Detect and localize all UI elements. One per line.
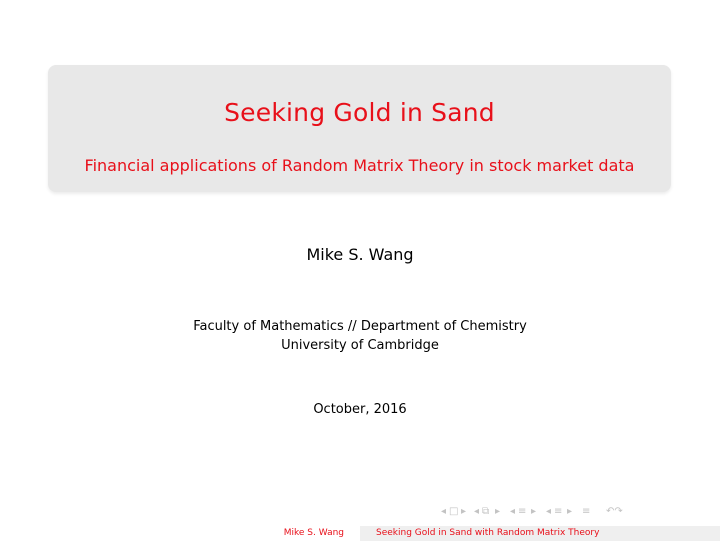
title-block	[48, 65, 671, 192]
subsection2-prev-icon[interactable]: ◂	[546, 506, 552, 517]
search-undo-redo-icon[interactable]: ↶↷	[606, 506, 623, 517]
footer-bar	[0, 526, 720, 541]
subsection-icon[interactable]: ⧉	[482, 506, 490, 517]
frame-icon[interactable]: □	[449, 506, 459, 517]
section-next-icon[interactable]: ▸	[531, 506, 537, 517]
frame-next-icon[interactable]: ▸	[461, 506, 467, 517]
presentation-date: October, 2016	[313, 402, 407, 417]
footer-author: Mike S. Wang	[0, 526, 360, 541]
goto-icon[interactable]: ≡	[582, 506, 591, 517]
slide-subtitle: Financial applications of Random Matrix Theory in stock market data	[84, 156, 635, 175]
institute-line-2: University of Cambridge	[281, 338, 439, 353]
subsection2-icon[interactable]: ≡	[554, 506, 563, 517]
section-icon[interactable]: ≡	[518, 506, 527, 517]
institute-line-1: Faculty of Mathematics // Department of Chemistry	[193, 319, 527, 334]
slide-title: Seeking Gold in Sand	[224, 98, 495, 127]
section-prev-icon[interactable]: ◂	[510, 506, 516, 517]
author-name: Mike S. Wang	[306, 245, 414, 264]
institute	[0, 317, 720, 355]
frame-prev-icon[interactable]: ◂	[441, 506, 447, 517]
subsection-next-icon[interactable]: ▸	[495, 506, 501, 517]
beamer-navigation	[440, 505, 708, 519]
footer-title: Seeking Gold in Sand with Random Matrix Theory	[360, 526, 720, 541]
subsection-prev-icon[interactable]: ◂	[474, 506, 480, 517]
subsection2-next-icon[interactable]: ▸	[567, 506, 573, 517]
